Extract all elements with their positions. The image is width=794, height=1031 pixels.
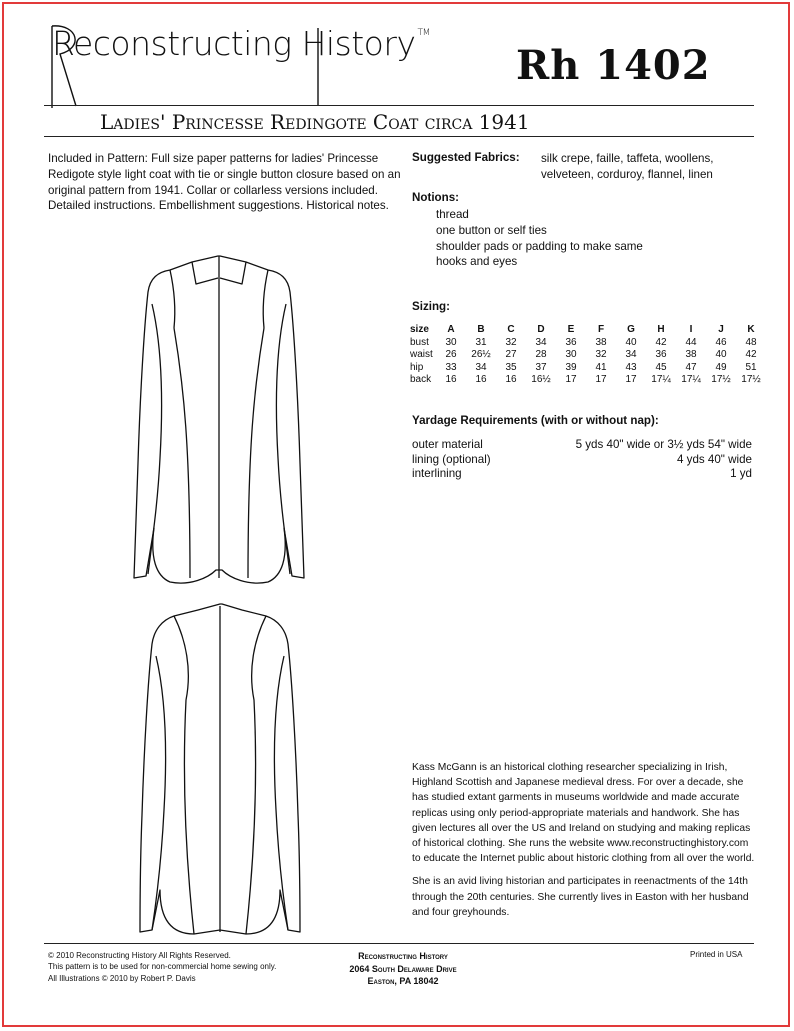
sizing-cell: 51 [745,361,757,373]
yardage-amount: 5 yds 40" wide or 3½ yds 54" wide [575,438,752,451]
sizing-cell: 31 [475,336,487,348]
sizing-cell: 40 [715,349,727,361]
sizing-cell: E [567,324,575,335]
pattern-title: Ladies' Princesse Redingote Coat circa 1941 [100,110,530,134]
sizing-cell: J [718,324,724,335]
sizing-cell: 17¼ [651,374,671,386]
footer-rule [44,943,754,944]
sizing-cell: 32 [595,349,607,361]
sizing-cell: back [410,374,432,386]
sizing-cell: B [477,324,485,335]
sizing-cell: 17½ [741,374,761,386]
sizing-cell: 40 [625,336,637,348]
yardage-item: interlining [412,467,462,480]
sizing-cell: 39 [565,361,577,373]
sizing-cell: 16 [475,374,487,386]
brand-text: Reconstructing History [52,24,416,63]
yardage-amount: 4 yds 40" wide [676,453,752,466]
sizing-cell: 38 [595,336,607,348]
sizing-cell: F [597,324,605,335]
sizing-cell: 34 [535,336,547,348]
sizing-cell: 17 [595,374,607,386]
sizing-cell: 30 [445,336,457,348]
printed-in: Printed in USA [690,950,743,959]
trademark: TM [417,28,430,38]
sizing-cell: 16 [505,374,517,386]
sizing-cell: 17 [625,374,637,386]
sizing-cell: 48 [745,336,757,348]
city-address: Easton, PA 18042 [367,976,439,986]
sizing-cell: 16½ [531,374,551,386]
sizing-row-hip [410,362,766,375]
sizing-cell: 32 [505,336,517,348]
sizing-cell: 43 [625,361,637,373]
coat-front-illustration [130,248,310,588]
sizing-cell: 30 [565,349,577,361]
sizing-header-row [410,324,766,337]
fabrics-label: Suggested Fabrics: [412,151,520,164]
yardage-label: Yardage Requirements (with or without nap): [412,414,659,427]
bio-paragraph: She is an avid living historian and participates in reenactments of the 14th through the 20th centuries. She currently lives in Easton with her husband and four greyhounds. [412,876,749,918]
sizing-cell: 26½ [471,349,491,361]
sizing-cell: 17½ [711,374,731,386]
included-in-pattern: Included in Pattern: Full size paper patterns for ladies' Princesse Redigote style light coat with tie or single button closure based on an original pattern from 1941. Collar or collarless versions included. Detailed instructions. Embellishment suggestions. Historical notes. [48,152,401,213]
notion-item: one button or self ties [436,223,547,237]
sizing-cell: C [507,324,515,335]
sizing-cell: 42 [745,349,757,361]
sizing-cell: size [410,324,429,335]
sizing-cell: 41 [595,361,607,373]
notion-item: thread [436,208,469,221]
notion-item: shoulder pads or padding to make same [436,239,643,253]
sizing-row-bust [410,337,766,350]
coat-back-illustration [136,600,306,940]
pattern-code: Rh 1402 [516,42,711,89]
yardage-item: outer material [412,438,483,451]
yardage-amount: 1 yd [730,467,752,480]
copyright-notice: © 2010 Reconstructing History All Rights Reserved. [48,951,231,960]
company-address [310,950,496,988]
footer-legal [48,950,276,984]
title-rule-top [44,105,754,106]
sizing-cell: 46 [715,336,727,348]
sizing-row-waist [410,349,766,362]
sizing-cell: 26 [445,349,457,361]
company-name: Reconstructing History [358,951,448,961]
sizing-cell: 17¼ [681,374,701,386]
sizing-cell: D [537,324,545,335]
sizing-cell: 36 [655,349,667,361]
sizing-cell: H [657,324,665,335]
sizing-row-back [410,374,766,387]
fabrics-text: silk crepe, faille, taffeta, woollens, velveteen, corduroy, flannel, linen [541,152,714,181]
sizing-cell: 33 [445,361,457,373]
sizing-cell: 42 [655,336,667,348]
sizing-cell: 36 [565,336,577,348]
sizing-cell: waist [410,349,433,361]
title-rule-bottom [44,136,754,137]
yardage-item: lining (optional) [412,453,491,466]
sizing-cell: 38 [685,349,697,361]
sizing-cell: 34 [475,361,487,373]
sizing-table [410,324,766,387]
sizing-cell: K [747,324,755,335]
sizing-cell: 35 [505,361,517,373]
illustration-credit: All Illustrations © 2010 by Robert P. Davis [48,973,196,983]
notion-item: hooks and eyes [436,255,518,269]
sizing-cell: 47 [685,361,697,373]
sizing-cell: 44 [685,336,697,348]
sizing-cell: G [627,324,635,335]
sizing-cell: 28 [535,349,547,361]
sizing-cell: 27 [505,349,517,361]
sizing-cell: bust [410,336,429,348]
bio-paragraph: Kass McGann is an historical clothing researcher specializing in Irish, Highland Scottish and Japanese medieval dress. For over a decade, she has studied extant garments in museums worldwide and made accurate replicas using only period-appropriate materials and handwork. She has given lectures all over the US and Ireland on studying and making replicas of historical clothing. She runs the website www.reconstructinghistory.com to educate the Internet public about historic clothing from all over the world. [412,762,755,865]
sizing-cell: hip [410,361,424,373]
sizing-cell: A [447,324,455,335]
notions-label: Notions: [412,191,460,204]
sizing-cell: 37 [535,361,547,373]
notions-list [436,207,643,270]
brand-name [52,24,430,63]
sizing-cell: 17 [565,374,577,386]
sizing-cell: 34 [625,349,637,361]
use-notice: This pattern is to be used for non-commercial home sewing only. [48,962,277,972]
street-address: 2064 South Delaware Drive [349,963,457,974]
sizing-cell: 49 [715,361,727,373]
sizing-cell: 45 [655,361,667,373]
sizing-cell: I [689,324,693,335]
sizing-label: Sizing: [412,300,450,313]
sizing-cell: 16 [445,374,457,386]
designer-bio [412,760,757,928]
